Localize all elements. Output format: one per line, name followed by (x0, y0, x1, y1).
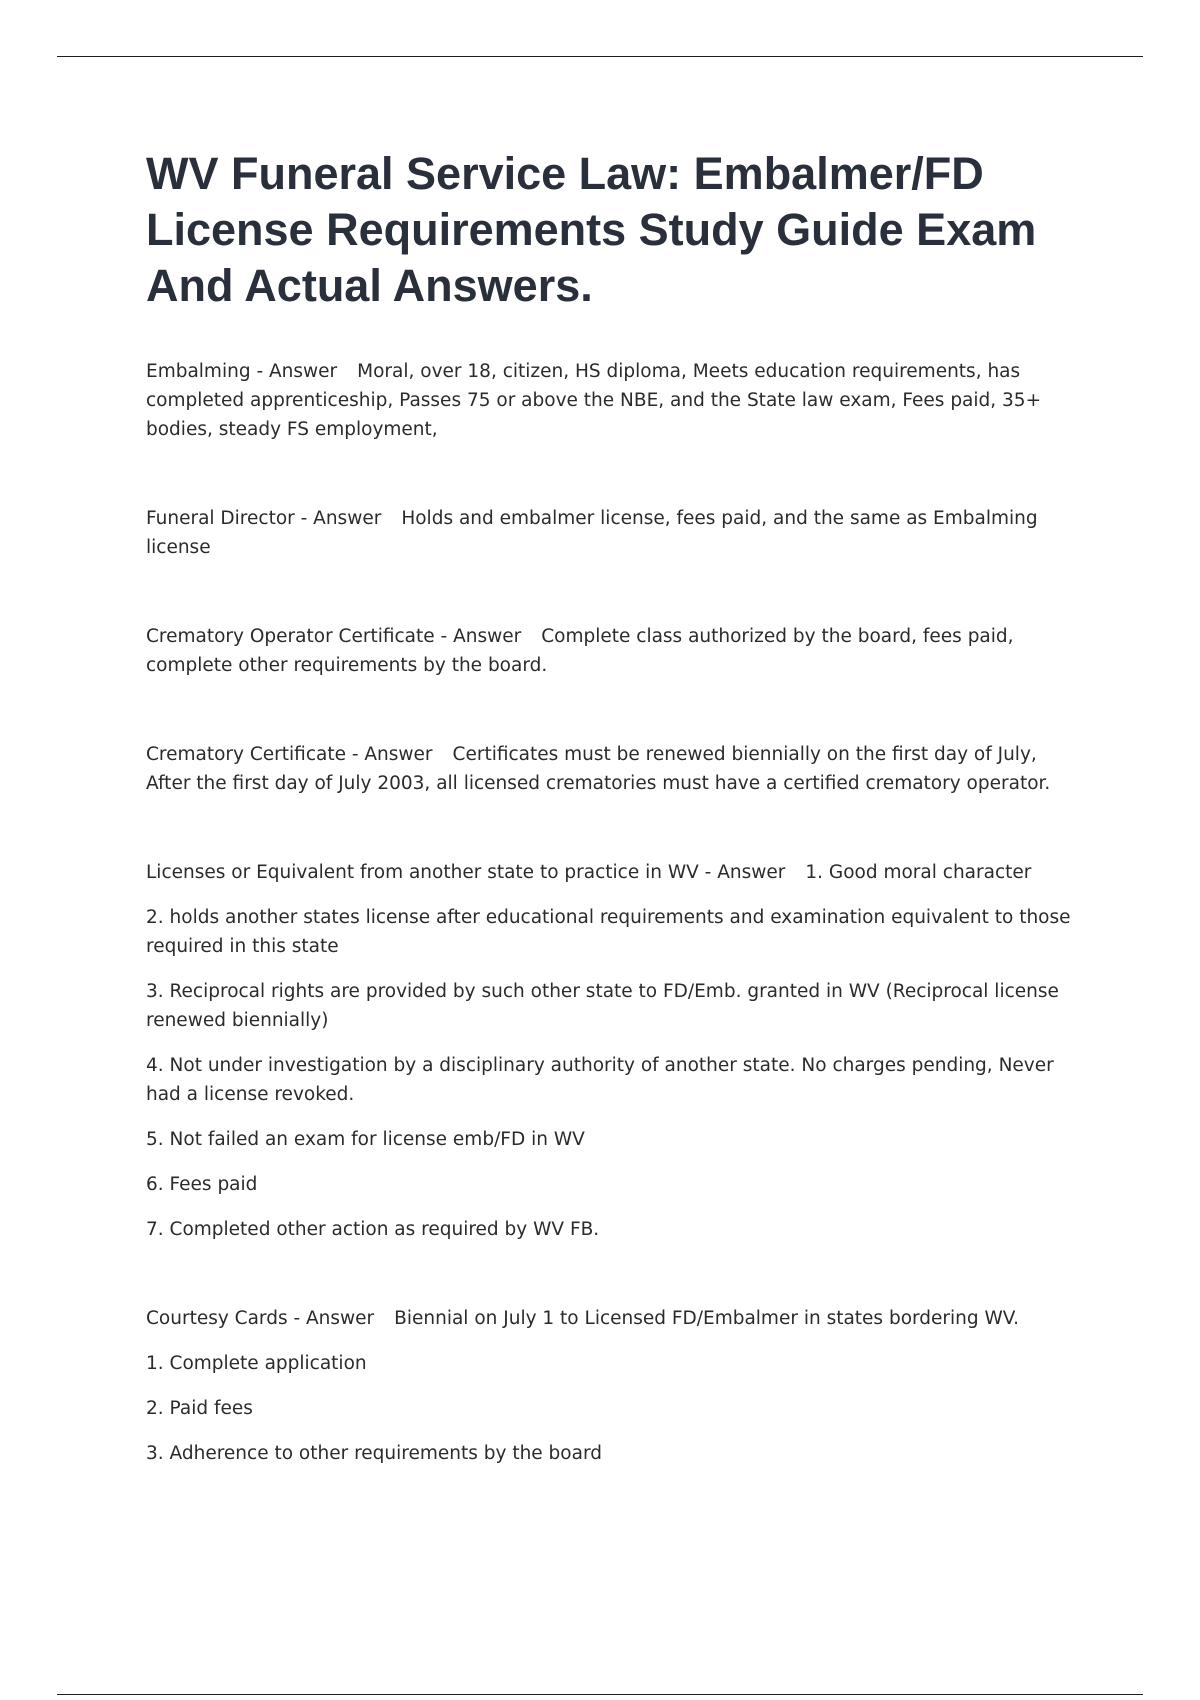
qa-list-line: 4. Not under investigation by a disciplinary authority of another state. No charges pending, Never had a license revoked. (146, 1055, 1054, 1105)
qa-item-embalming (146, 357, 1076, 444)
qa-answer: Certificates must be renewed biennially on the first day of July, After the first day of July 2003, all licensed crematories must have a certified crematory operator. (146, 744, 1051, 794)
qa-list-line: 3. Reciprocal rights are provided by such other state to FD/Emb. granted in WV (Reciprocal license renewed biennially) (146, 981, 1059, 1031)
qa-line (146, 1304, 1076, 1333)
qa-term: Funeral Director - Answer (146, 508, 382, 529)
qa-line (146, 740, 1076, 798)
qa-line (146, 504, 1076, 562)
qa-item-courtesy-cards (146, 1304, 1076, 1468)
qa-item-crematory-certificate (146, 740, 1076, 798)
qa-answer: Complete class authorized by the board, fees paid, complete other requirements by the board. (146, 626, 1014, 676)
qa-term: Licenses or Equivalent from another state to practice in WV - Answer (146, 862, 786, 883)
qa-item-funeral-director (146, 504, 1076, 562)
qa-item-crematory-operator (146, 622, 1076, 680)
document-title: WV Funeral Service Law: Embalmer/FD License Requirements Study Guide Exam And Actual Answers. (146, 148, 1037, 311)
qa-term: Crematory Operator Certificate - Answer (146, 626, 522, 647)
qa-line (146, 357, 1076, 444)
qa-answer: Moral, over 18, citizen, HS diploma, Meets education requirements, has completed apprenticeship, Passes 75 or above the NBE, and the State law exam, Fees paid, 35+ bodies, steady FS employment, (146, 361, 1042, 440)
qa-list (146, 357, 1076, 1468)
qa-term: Embalming - Answer (146, 361, 338, 382)
qa-list-line: 2. Paid fees (146, 1398, 253, 1419)
bottom-rule (57, 1694, 1143, 1695)
qa-list-line: 5. Not failed an exam for license emb/FD in WV (146, 1129, 585, 1150)
qa-list-line: 6. Fees paid (146, 1174, 258, 1195)
qa-list-line: 3. Adherence to other requirements by the board (146, 1443, 602, 1464)
qa-item-reciprocal-licenses (146, 858, 1076, 1244)
top-rule (57, 56, 1143, 57)
qa-term: Courtesy Cards - Answer (146, 1308, 375, 1329)
qa-list-line: 1. Complete application (146, 1353, 367, 1374)
qa-term: Crematory Certificate - Answer (146, 744, 433, 765)
qa-answer: Biennial on July 1 to Licensed FD/Embalmer in states bordering WV. (394, 1308, 1019, 1329)
qa-answer: 1. Good moral character (805, 862, 1032, 883)
document-body (146, 146, 1076, 1528)
qa-list-line: 2. holds another states license after educational requirements and examination equivalent to those required in this state (146, 907, 1071, 957)
qa-list-line: 7. Completed other action as required by WV FB. (146, 1219, 600, 1240)
qa-answer: Holds and embalmer license, fees paid, and the same as Embalming license (146, 508, 1038, 558)
qa-line (146, 858, 1076, 887)
qa-line (146, 622, 1076, 680)
